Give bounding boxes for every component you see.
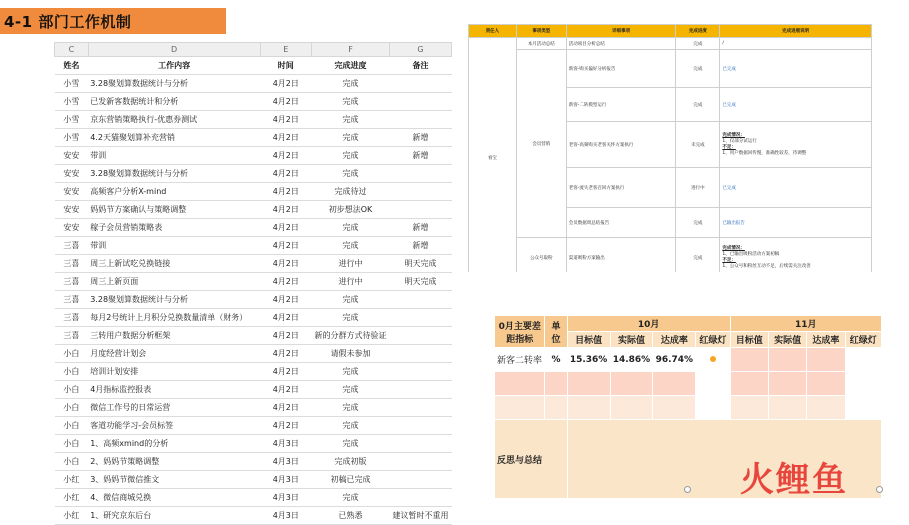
cell-name[interactable]: 小白	[55, 345, 89, 363]
detail-note: 已完成	[720, 88, 872, 122]
cell-time[interactable]: 4月2日	[260, 345, 312, 363]
cell-time[interactable]: 4月2日	[260, 327, 312, 345]
cell-remark[interactable]	[390, 417, 452, 435]
cell-content[interactable]: 3.28聚划算数据统计与分析	[88, 165, 260, 183]
cell-name[interactable]: 小红	[55, 471, 89, 489]
cell-progress[interactable]: 进行中	[312, 255, 390, 273]
cell-name[interactable]: 安安	[55, 183, 89, 201]
cell-progress[interactable]: 新的分群方式待验证	[312, 327, 390, 345]
header-content: 工作内容	[88, 57, 260, 75]
detail-item: 会员数据周总结报告	[566, 208, 676, 238]
cell-content[interactable]: 2、妈妈节策略调整	[88, 453, 260, 471]
table-row	[55, 345, 452, 363]
cell-time[interactable]: 4月2日	[260, 291, 312, 309]
cell-content[interactable]: 4、微信商城兑换	[88, 489, 260, 507]
cell-time[interactable]: 4月2日	[260, 417, 312, 435]
cell-remark[interactable]	[390, 93, 452, 111]
cell-remark[interactable]: 新增	[390, 219, 452, 237]
cell-name[interactable]: 小白	[55, 417, 89, 435]
cell-progress[interactable]: 完成	[312, 93, 390, 111]
cell-progress[interactable]: 完成	[312, 363, 390, 381]
cell-remark[interactable]: 新增	[390, 237, 452, 255]
header-row	[55, 57, 452, 75]
table-row	[55, 363, 452, 381]
table-row	[55, 309, 452, 327]
table-row	[55, 453, 452, 471]
table-row	[55, 381, 452, 399]
cell-content[interactable]: 京东营销策略执行-优惠券测试	[88, 111, 260, 129]
table-row	[55, 219, 452, 237]
cell-time[interactable]: 4月2日	[260, 399, 312, 417]
cell-remark[interactable]	[390, 381, 452, 399]
kpi-month-nov: 11月	[730, 316, 881, 332]
status-light-icon	[710, 356, 716, 362]
cell-content[interactable]: 高频客户分析X-mind	[88, 183, 260, 201]
cell-remark[interactable]	[390, 471, 452, 489]
cell-name[interactable]: 三喜	[55, 255, 89, 273]
cell-progress[interactable]: 完成	[312, 147, 390, 165]
cell-time[interactable]: 4月3日	[260, 435, 312, 453]
cell-progress[interactable]: 完成	[312, 129, 390, 147]
cell-name[interactable]: 安安	[55, 201, 89, 219]
cell-progress[interactable]: 完成	[312, 75, 390, 93]
kpi-subheader: 红绿灯	[696, 332, 730, 348]
table-row	[55, 327, 452, 345]
cell-content[interactable]: 1、高频xmind的分析	[88, 435, 260, 453]
cell-time[interactable]: 4月2日	[260, 75, 312, 93]
cell-remark[interactable]	[390, 165, 452, 183]
cell-remark[interactable]	[390, 183, 452, 201]
cell-content[interactable]: 3、妈妈节微信推文	[88, 471, 260, 489]
cell-progress[interactable]: 完成	[312, 489, 390, 507]
cell-remark[interactable]: 明天完成	[390, 255, 452, 273]
cell-remark[interactable]	[390, 75, 452, 93]
col-letter[interactable]: D	[88, 43, 260, 57]
cell-progress[interactable]: 完成	[312, 309, 390, 327]
cell-time[interactable]: 4月2日	[260, 147, 312, 165]
cell-remark[interactable]	[390, 399, 452, 417]
cell-progress[interactable]: 完成待过	[312, 183, 390, 201]
cell-name[interactable]: 三喜	[55, 273, 89, 291]
detail-note: /	[720, 38, 872, 50]
cell-time[interactable]: 4月2日	[260, 381, 312, 399]
kpi-corner: 0月主要差距指标	[495, 316, 545, 348]
detail-row	[469, 50, 872, 88]
table-row	[55, 111, 452, 129]
page-title: 4-1 部门工作机制	[4, 12, 132, 31]
table-row	[55, 93, 452, 111]
kpi-unit-header: 单位	[545, 316, 567, 348]
cell-name[interactable]: 安安	[55, 219, 89, 237]
cell-content[interactable]: 每月2号统计上月积分兑换数量清单（财务）	[88, 309, 260, 327]
cell-time[interactable]: 4月2日	[260, 201, 312, 219]
cell-name[interactable]: 小白	[55, 435, 89, 453]
cell-content[interactable]: 微信工作号的日常运营	[88, 399, 260, 417]
cell-content[interactable]: 周三上新页面	[88, 273, 260, 291]
table-row	[55, 291, 452, 309]
cell-remark[interactable]	[390, 363, 452, 381]
cell-name[interactable]: 小白	[55, 399, 89, 417]
cell-time[interactable]: 4月2日	[260, 219, 312, 237]
cell-name[interactable]: 三喜	[55, 237, 89, 255]
kpi-rate: 96.74%	[653, 348, 696, 372]
resize-handle[interactable]	[876, 486, 883, 493]
cell-time[interactable]: 4月3日	[260, 507, 312, 525]
cell-time[interactable]: 4月3日	[260, 453, 312, 471]
col-letter[interactable]: C	[55, 43, 89, 57]
detail-progress: 进行中	[676, 168, 720, 208]
note-line: 不足：	[722, 144, 736, 150]
detail-progress: 完成	[676, 88, 720, 122]
detail-header: 完成进度	[676, 25, 720, 38]
cell-time[interactable]: 4月3日	[260, 471, 312, 489]
detail-progress: 完成	[676, 238, 720, 273]
cell-content[interactable]: 4.2天猫聚划算补充营销	[88, 129, 260, 147]
cell-content[interactable]: 3.28聚划算数据统计与分析	[88, 75, 260, 93]
note-line: 不足：	[722, 257, 736, 263]
cell-progress[interactable]: 完成	[312, 111, 390, 129]
cell-progress[interactable]: 请假未参加	[312, 345, 390, 363]
cell-remark[interactable]: 明天完成	[390, 273, 452, 291]
table-row	[55, 75, 452, 93]
note-line: 1、仅部分试运行	[722, 138, 757, 144]
kpi-empty-row	[495, 372, 882, 396]
cell-name[interactable]: 三喜	[55, 291, 89, 309]
cell-remark[interactable]: 新增	[390, 129, 452, 147]
detail-row	[469, 38, 872, 50]
note-line: 1、公众号和粉丝互动不足，后续需关注改善	[722, 263, 811, 269]
detail-item: 老客-流失老客召回方案执行	[566, 168, 676, 208]
cell-progress[interactable]: 完成	[312, 165, 390, 183]
cell-content[interactable]: 带训	[88, 147, 260, 165]
header-remark: 备注	[390, 57, 452, 75]
table-row	[55, 147, 452, 165]
detail-item: 老客-高频购买老客关怀方案执行	[566, 122, 676, 168]
detail-note-multiline	[720, 238, 872, 273]
cell-content[interactable]: 三转用户数据分析框架	[88, 327, 260, 345]
cell-name[interactable]: 三喜	[55, 309, 89, 327]
detail-note: 已输出报告	[720, 208, 872, 238]
detail-header: 事项类型	[516, 25, 566, 38]
table-row	[55, 435, 452, 453]
table-row	[55, 273, 452, 291]
cell-name[interactable]: 小红	[55, 507, 89, 525]
kpi-subheader: 实际值	[610, 332, 653, 348]
detail-note-multiline	[720, 122, 872, 168]
kpi-subheader: 目标值	[567, 332, 610, 348]
cell-name[interactable]: 小白	[55, 381, 89, 399]
detail-item: 新客-二转模型运行	[566, 88, 676, 122]
detail-category: 会员营销	[516, 50, 566, 238]
detail-category: 公众号取粉	[516, 238, 566, 273]
kpi-subheader: 目标值	[730, 332, 768, 348]
cell-remark[interactable]	[390, 453, 452, 471]
cell-remark[interactable]	[390, 489, 452, 507]
col-letter[interactable]: G	[390, 43, 452, 57]
cell-remark[interactable]: 新增	[390, 147, 452, 165]
cell-name[interactable]: 小雪	[55, 129, 89, 147]
cell-time[interactable]: 4月2日	[260, 111, 312, 129]
cell-progress[interactable]: 完成初版	[312, 453, 390, 471]
kpi-actual: 14.86%	[610, 348, 653, 372]
detail-report-table	[468, 24, 872, 272]
note-line: 完成情况：	[722, 245, 745, 251]
detail-progress: 完成	[676, 50, 720, 88]
cell-remark[interactable]	[390, 291, 452, 309]
cell-name[interactable]: 三喜	[55, 327, 89, 345]
kpi-subheader: 红绿灯	[845, 332, 881, 348]
cell-content[interactable]: 已发新客数据统计和分析	[88, 93, 260, 111]
cell-time[interactable]: 4月2日	[260, 255, 312, 273]
cell-content[interactable]: 培训计划安排	[88, 363, 260, 381]
cell-name[interactable]: 小雪	[55, 111, 89, 129]
brand-logo: 火鲤鱼	[740, 460, 848, 500]
cell-progress[interactable]: 完成	[312, 435, 390, 453]
detail-header-row	[469, 25, 872, 38]
kpi-subheader: 达成率	[807, 332, 845, 348]
page-title-bar	[0, 8, 226, 34]
kpi-empty-row	[495, 396, 882, 420]
cell-time[interactable]: 4月2日	[260, 183, 312, 201]
detail-header: 完成进展说明	[720, 25, 872, 38]
summary-label: 反思与总结	[495, 420, 568, 499]
cell-content[interactable]: 月度经营计划会	[88, 345, 260, 363]
cell-time[interactable]: 4月2日	[260, 129, 312, 147]
cell-progress[interactable]: 完成	[312, 219, 390, 237]
note-line: 1、用户数据回传慢，准确性较差，待调整	[722, 150, 807, 156]
kpi-subheader: 达成率	[653, 332, 696, 348]
work-log-sheet	[54, 42, 452, 525]
cell-time[interactable]: 4月2日	[260, 237, 312, 255]
cell-remark[interactable]	[390, 435, 452, 453]
kpi-target: 15.36%	[567, 348, 610, 372]
cell-progress[interactable]: 初步想法OK	[312, 201, 390, 219]
kpi-name: 新客二转率	[495, 348, 545, 372]
table-row	[55, 255, 452, 273]
cell-time[interactable]: 4月2日	[260, 273, 312, 291]
cell-time[interactable]: 4月2日	[260, 363, 312, 381]
table-row	[55, 183, 452, 201]
cell-content[interactable]: 妈妈节方案确认与策略调整	[88, 201, 260, 219]
cell-content[interactable]: 4月指标监控报表	[88, 381, 260, 399]
cell-remark[interactable]	[390, 111, 452, 129]
table-row	[55, 471, 452, 489]
cell-content[interactable]: 3.28聚划算数据统计与分析	[88, 291, 260, 309]
resize-handle[interactable]	[684, 486, 691, 493]
note-line: 1、已输出吸粉活动方案初稿	[722, 251, 780, 257]
detail-item: 新客-购买偏好分析报告	[566, 50, 676, 88]
kpi-row	[495, 348, 882, 372]
cell-progress[interactable]: 完成	[312, 417, 390, 435]
header-time: 时间	[260, 57, 312, 75]
cell-progress[interactable]: 完成	[312, 291, 390, 309]
table-row	[55, 399, 452, 417]
cell-time[interactable]: 4月2日	[260, 93, 312, 111]
table-row	[55, 237, 452, 255]
detail-type: 本月活动总结	[516, 38, 566, 50]
cell-progress[interactable]: 完成	[312, 381, 390, 399]
cell-content[interactable]: 稼子会员营销策略表	[88, 219, 260, 237]
cell-time[interactable]: 4月3日	[260, 489, 312, 507]
table-row	[55, 489, 452, 507]
table-row	[55, 165, 452, 183]
cell-name[interactable]: 安安	[55, 147, 89, 165]
table-row	[55, 417, 452, 435]
detail-item: 活动项目分析总结	[566, 38, 676, 50]
col-letter[interactable]: F	[312, 43, 390, 57]
cell-time[interactable]: 4月2日	[260, 165, 312, 183]
cell-name[interactable]: 小白	[55, 363, 89, 381]
detail-note: 已完成	[720, 168, 872, 208]
kpi-month-oct: 10月	[567, 316, 730, 332]
cell-name[interactable]: 小雪	[55, 75, 89, 93]
table-row	[55, 129, 452, 147]
cell-progress[interactable]: 初稿已完成	[312, 471, 390, 489]
detail-row	[469, 238, 872, 273]
cell-progress[interactable]: 完成	[312, 237, 390, 255]
cell-content[interactable]: 带训	[88, 237, 260, 255]
cell-time[interactable]: 4月2日	[260, 309, 312, 327]
detail-item: 渠道吸粉方案输出	[566, 238, 676, 273]
cell-remark[interactable]	[390, 201, 452, 219]
detail-note: 已完成	[720, 50, 872, 88]
col-letter[interactable]: E	[260, 43, 312, 57]
detail-header: 责任人	[469, 25, 517, 38]
cell-content[interactable]: 周三上新试吃兑换链接	[88, 255, 260, 273]
note-line: 完成情况：	[722, 132, 745, 138]
cell-remark[interactable]	[390, 345, 452, 363]
kpi-subheader: 实际值	[768, 332, 806, 348]
table-row	[55, 507, 452, 525]
cell-remark[interactable]: 建议暂时不重用	[390, 507, 452, 525]
detail-header: 详细事项	[566, 25, 676, 38]
cell-progress[interactable]: 已熟悉	[312, 507, 390, 525]
detail-person: 看宝	[469, 38, 517, 273]
cell-remark[interactable]	[390, 327, 452, 345]
header-progress: 完成进度	[312, 57, 390, 75]
column-letters-row	[55, 43, 452, 57]
kpi-light	[696, 348, 730, 372]
cell-content[interactable]: 客道功能学习-会员标签	[88, 417, 260, 435]
cell-name[interactable]: 安安	[55, 165, 89, 183]
cell-name[interactable]: 小红	[55, 489, 89, 507]
table-row	[55, 201, 452, 219]
detail-progress: 未完成	[676, 122, 720, 168]
detail-progress: 完成	[676, 208, 720, 238]
cell-content[interactable]: 1、研究京东后台	[88, 507, 260, 525]
kpi-header-row	[495, 316, 882, 332]
cell-remark[interactable]	[390, 309, 452, 327]
cell-name[interactable]: 小雪	[55, 93, 89, 111]
detail-progress: 完成	[676, 38, 720, 50]
header-name: 姓名	[55, 57, 89, 75]
sheet-body	[55, 75, 452, 525]
cell-progress[interactable]: 进行中	[312, 273, 390, 291]
cell-progress[interactable]: 完成	[312, 399, 390, 417]
kpi-unit: %	[545, 348, 567, 372]
cell-name[interactable]: 小白	[55, 453, 89, 471]
